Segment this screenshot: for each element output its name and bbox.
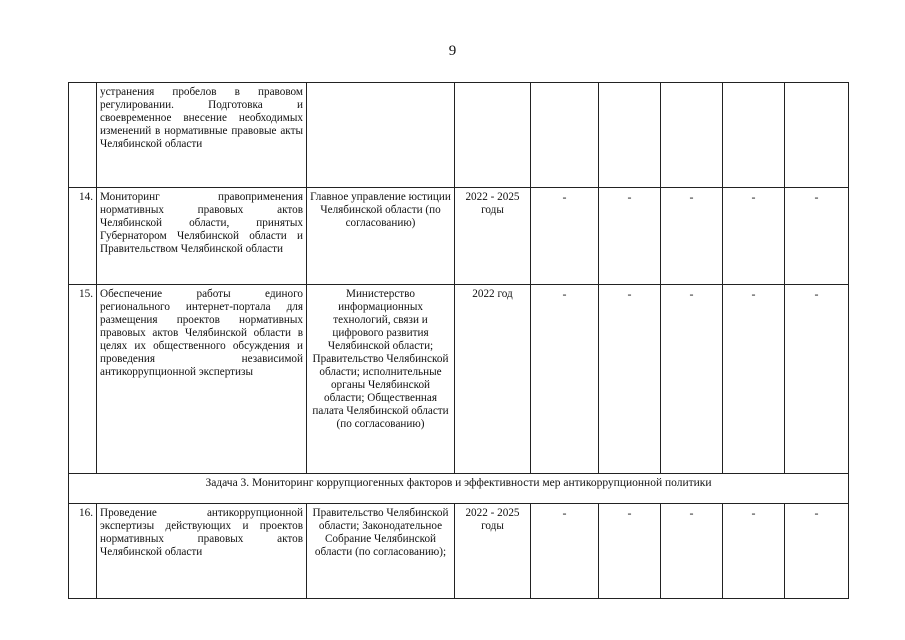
executor-cell: Правительство Челябинской области; Законодательное Собрание Челябинской области (по согласованию); (307, 504, 455, 599)
row-number (69, 83, 97, 188)
value-cell: - (661, 285, 723, 474)
measure-description: Проведение антикоррупционной экспертизы действующих и проектов нормативных правовых актов Челябинской области (97, 504, 307, 599)
value-cell: - (531, 285, 599, 474)
value-cell: - (531, 504, 599, 599)
executor-cell: Главное управление юстиции Челябинской области (по согласованию) (307, 188, 455, 285)
term-cell: 2022 - 2025 годы (455, 504, 531, 599)
measure-description: Обеспечение работы единого регионального интернет-портала для размещения проектов нормативных правовых актов Челябинской области в целях их общественного обсуждения и проведения независимой антикоррупционной экспертизы (97, 285, 307, 474)
value-cell: - (785, 285, 849, 474)
table-row (69, 285, 849, 474)
value-cell: - (785, 504, 849, 599)
value-cell: - (661, 504, 723, 599)
row-number: 15. (69, 285, 97, 474)
table-row (69, 188, 849, 285)
task-row (69, 474, 849, 504)
value-cell (531, 83, 599, 188)
value-cell (661, 83, 723, 188)
table-row (69, 83, 849, 188)
value-cell: - (599, 504, 661, 599)
value-cell: - (661, 188, 723, 285)
term-cell (455, 83, 531, 188)
page-number: 9 (448, 43, 457, 59)
value-cell (785, 83, 849, 188)
value-cell: - (599, 285, 661, 474)
measure-description: Мониторинг правоприменения нормативных правовых актов Челябинской области, принятых Губернатором Челябинской области и Правительством Челябинской области (97, 188, 307, 285)
executor-cell (307, 83, 455, 188)
term-cell: 2022 год (455, 285, 531, 474)
value-cell: - (723, 504, 785, 599)
value-cell: - (531, 188, 599, 285)
value-cell (599, 83, 661, 188)
measure-description: устранения пробелов в правовом регулировании. Подготовка и своевременное внесение необходимых изменений в нормативные правовые акты Челябинской области (97, 83, 307, 188)
table-row (69, 504, 849, 599)
executor-cell: Министерство информационных технологий, связи и цифрового развития Челябинской области; Правительство Челябинской области; исполнительные органы Челябинской области; Общественная палата Челябинской области (по согласованию) (307, 285, 455, 474)
value-cell: - (785, 188, 849, 285)
term-cell: 2022 - 2025 годы (455, 188, 531, 285)
value-cell: - (723, 188, 785, 285)
value-cell: - (723, 285, 785, 474)
measures-table (68, 82, 849, 599)
value-cell: - (599, 188, 661, 285)
row-number: 14. (69, 188, 97, 285)
row-number: 16. (69, 504, 97, 599)
task-heading: Задача 3. Мониторинг коррупциогенных факторов и эффективности мер антикоррупционной политики (69, 474, 849, 504)
value-cell (723, 83, 785, 188)
